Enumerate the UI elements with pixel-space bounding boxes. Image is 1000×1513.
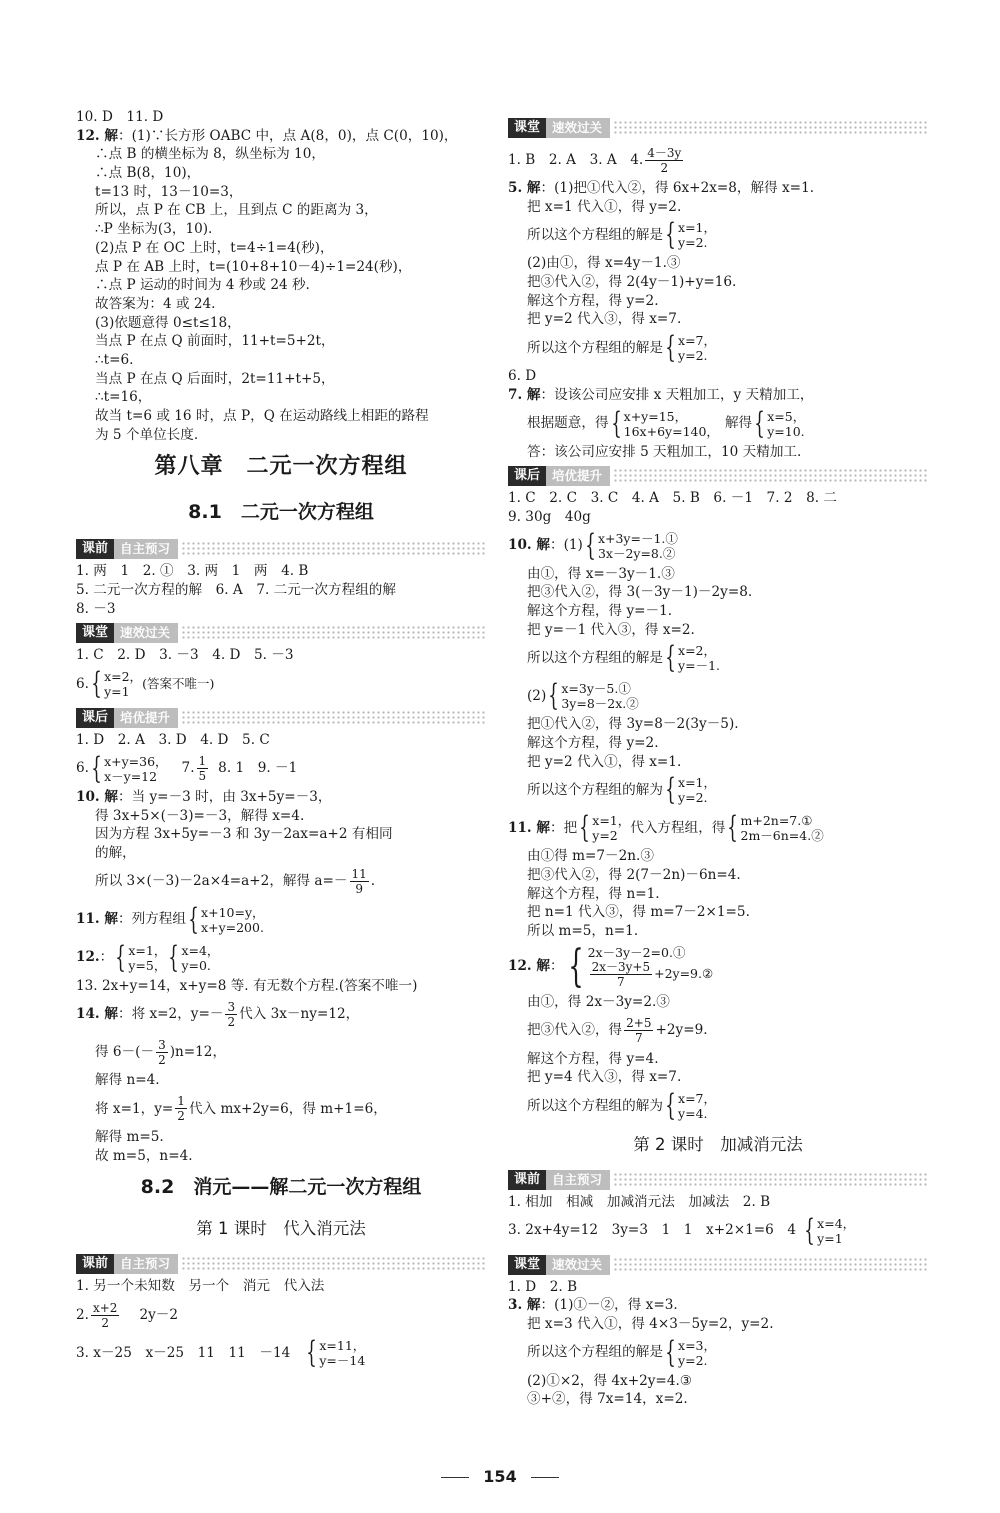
answer-line: 把①代入②，得 3y=8－2(3y－5). xyxy=(527,716,739,733)
equation-system: { x=7， y=2. xyxy=(665,330,717,366)
tag-key: 课堂 xyxy=(508,1255,546,1275)
answer-line xyxy=(508,179,928,198)
tag-key: 课堂 xyxy=(76,623,114,643)
tag-sub: 自主预习 xyxy=(114,539,178,559)
answer-text: 代入方程组，得 xyxy=(630,820,726,837)
answer-text: )n=12， xyxy=(169,1043,227,1060)
answer-line xyxy=(508,809,928,847)
equation-row: x+y=200. xyxy=(201,919,264,935)
answer-line xyxy=(76,1334,486,1372)
answer-line: 把 y=2 代入①，得 x=1. xyxy=(527,753,682,770)
answer-line: 故 m=5，n=4. xyxy=(95,1147,193,1164)
page-number-text: 154 xyxy=(483,1467,517,1486)
equation-row: x+y=36， xyxy=(104,753,168,769)
answer-line xyxy=(508,1212,928,1250)
answer-text: ：(1) xyxy=(549,537,583,554)
equation-row: x=1， xyxy=(678,775,717,791)
answer-label: 11. 解 xyxy=(508,820,550,837)
fraction xyxy=(197,754,209,783)
numerator: 2x－3y+5 xyxy=(591,959,651,974)
equation-row: x+3y=－1.① xyxy=(597,530,678,546)
answer-text: ：将 x=2，y=－ xyxy=(117,1005,224,1022)
answer-line: 所以 m=5，n=1. xyxy=(527,923,639,940)
answer-line xyxy=(508,1296,928,1315)
answer-line: t=13 时，13－10=3， xyxy=(95,183,243,200)
answer-line: 由①，得 x=－3y－1.③ xyxy=(527,565,675,582)
section-tag-in-class xyxy=(508,118,928,138)
answer-line: 答：该公司应安排 5 天粗加工，10 天精加工. xyxy=(527,443,802,460)
equation-row: x=4， xyxy=(181,942,220,958)
tag-sub: 速效过关 xyxy=(546,118,610,138)
lesson-title: 第 2 课时 加减消元法 xyxy=(633,1134,803,1154)
answer-text: ：列方程组 xyxy=(117,911,186,928)
denominator: 2 xyxy=(660,160,669,175)
left-column xyxy=(76,108,486,1372)
dot-pattern xyxy=(613,1257,928,1273)
answer-line: 1. C 2. C 3. C 4. A 5. B 6. －1 7. 2 8. 二 xyxy=(508,490,837,507)
tag-key: 课前 xyxy=(76,539,114,559)
answer-line: 解得 m=5. xyxy=(95,1128,164,1145)
answer-line: (3)依题意得 0≤t≤18， xyxy=(95,314,241,331)
equation-row: y=1 xyxy=(817,1230,843,1246)
equation-system: { x=2， y=1 xyxy=(91,666,143,702)
answer-line: 1. D 2. A 3. D 4. D 5. C xyxy=(76,732,270,749)
answer-line: 9. 30g 40g xyxy=(508,508,591,525)
equation-row: 3y=8－2x.② xyxy=(561,696,639,712)
answer-line: 解得 n=4. xyxy=(95,1072,160,1089)
numerator: 2+5 xyxy=(626,1016,652,1030)
tag-key: 课后 xyxy=(76,708,114,728)
tag-sub: 培优提升 xyxy=(114,708,178,728)
answer-text: 解得 xyxy=(724,415,753,432)
equation-row: m+2n=7.① xyxy=(740,813,813,829)
section-tag-in-class xyxy=(76,623,486,643)
section-tag-in-class xyxy=(508,1255,928,1275)
answer-label: 11. 解 xyxy=(76,911,118,928)
section-tag-pre-class xyxy=(508,1170,928,1190)
answer-line: ∴点 B(8，10)， xyxy=(95,165,201,182)
equation-row: y=2 xyxy=(592,828,618,844)
equation-row: x=3， xyxy=(678,1337,717,1353)
answer-text: ：(1)∵长方形 OABC 中，点 A(8，0)，点 C(0，10)， xyxy=(117,127,458,144)
tag-sub: 自主预习 xyxy=(114,1254,178,1274)
answer-label: 2. xyxy=(76,1306,89,1323)
equation-system: { x+3y=－1.① 3x－2y=8.② xyxy=(585,527,678,563)
equation-row: y=－1. xyxy=(678,658,720,674)
equation-system: { x=1， y=2. xyxy=(665,217,717,253)
fraction xyxy=(225,1000,237,1029)
answer-text: ：设该公司应安排 x 天粗加工，y 天精加工， xyxy=(540,386,814,403)
equation-row: y=2. xyxy=(678,790,708,806)
answer-label: 3. 解 xyxy=(508,1297,541,1314)
answer-text: 3. 2x+4y=12 3y=3 1 1 x+2×1=6 4 xyxy=(508,1222,797,1239)
answer-line: ③+②，得 7x=14，x=2. xyxy=(527,1391,688,1408)
answer-line: ∴点 P 运动的时间为 4 秒或 24 秒. xyxy=(95,277,310,294)
equation-row: y=0. xyxy=(181,957,211,973)
tag-key: 课前 xyxy=(508,1170,546,1190)
answer-line xyxy=(508,1334,928,1372)
equation-row: 2m－6n=4.② xyxy=(740,828,824,844)
equation-system: { x=1， y=2 xyxy=(579,810,631,846)
equation-row: x=2， xyxy=(104,669,143,685)
answer-text: 把③代入②，得 xyxy=(527,1022,623,1039)
answer-line xyxy=(76,863,486,901)
answer-line: 当点 P 在点 Q 前面时，11+t=5+2t， xyxy=(95,333,335,350)
answer-line: 1. C 2. D 3. －3 4. D 5. －3 xyxy=(76,647,294,664)
equation-system: { x+y=15， 16x+6y=140， xyxy=(610,405,719,441)
tag-key: 课堂 xyxy=(508,118,546,138)
equation-row: x+10=y， xyxy=(201,904,265,920)
equation-row: x=1， xyxy=(678,220,717,236)
equation-row: x=7， xyxy=(678,333,717,349)
answer-line: ∴P 坐标为(3，10). xyxy=(95,221,213,238)
denominator: 7 xyxy=(635,1031,643,1045)
equation-system: { x=7， y=4. xyxy=(665,1087,717,1123)
answer-text: +2y=9. xyxy=(655,1022,708,1039)
answer-line xyxy=(508,405,928,443)
answer-line: 5. 二元一次方程的解 6. A 7. 二元一次方程组的解 xyxy=(76,582,396,599)
answer-label: 7. 解 xyxy=(508,386,541,403)
section-tag-pre-class xyxy=(76,539,486,559)
answer-text: 3. x－25 x－25 11 11 －14 xyxy=(76,1344,291,1361)
equation-system: { x=4， y=0. xyxy=(168,939,220,975)
fraction xyxy=(590,960,653,989)
denominator: 7 xyxy=(617,974,625,989)
denominator: 5 xyxy=(198,769,207,784)
answer-line: 8. －3 xyxy=(76,600,116,617)
dot-pattern xyxy=(613,120,928,136)
answer-line xyxy=(76,901,486,939)
fraction xyxy=(175,1094,187,1123)
answer-line: 解这个方程，得 y=4. xyxy=(527,1050,659,1067)
answer-line: 把 x=3 代入①，得 4×3－5y=2，y=2. xyxy=(527,1315,774,1332)
tag-sub: 速效过关 xyxy=(114,623,178,643)
answer-line xyxy=(508,386,928,405)
answer-line xyxy=(76,750,486,788)
equation-row: y=－14 xyxy=(319,1353,366,1368)
equation-row xyxy=(588,960,714,989)
equation-system: { x+y=36， x－y=12 xyxy=(91,750,168,786)
answer-line: 为 5 个单位长度. xyxy=(95,426,199,443)
answer-line: 13. 2x+y=14，x+y=8 等. 有无数个方程.(答案不唯一) xyxy=(76,977,418,994)
answer-text: 根据题意，得 xyxy=(527,415,609,432)
answer-text: 代入 mx+2y=6，得 m+1=6， xyxy=(188,1100,387,1117)
answer-line: 12. ： { x=1， y=5， { x=4， y=0. xyxy=(76,939,220,975)
equation-row: y=10. xyxy=(767,423,805,439)
answer-line: 点 P 在 AB 上时，t=(10+8+10－4)÷1=24(秒)， xyxy=(95,258,412,275)
equation-system: { x=4， y=1 xyxy=(804,1212,856,1248)
answer-line xyxy=(508,677,928,715)
answer-line: 6. D xyxy=(508,368,537,385)
answer-text: 所以这个方程组的解为 xyxy=(527,1097,663,1114)
dot-pattern xyxy=(181,541,486,557)
section-tag-pre-class xyxy=(76,1254,486,1274)
equation-row: y=2. xyxy=(678,1352,708,1368)
fraction xyxy=(624,1016,653,1045)
answer-line: (2)①×2，得 4x+2y=4.③ xyxy=(527,1372,692,1389)
equation-row: x=1， xyxy=(592,813,631,829)
answer-line: 把 y=4 代入③，得 x=7. xyxy=(527,1069,682,1086)
equation-row: x=2， xyxy=(678,643,717,659)
answer-line: ∴点 B 的横坐标为 8，纵坐标为 10， xyxy=(95,146,325,163)
answer-text: 所以这个方程组的解为 xyxy=(527,782,663,799)
answer-text: . xyxy=(370,873,376,890)
dot-pattern xyxy=(181,1256,486,1272)
answer-line: 把③代入②，得 2(7－2n)－6n=4. xyxy=(527,867,741,884)
answer-text: 得 6－(－ xyxy=(95,1043,155,1060)
answer-line: 解这个方程，得 n=1. xyxy=(527,885,660,902)
section-title: 8.1 二元一次方程组 xyxy=(188,501,374,524)
answer-line xyxy=(76,1296,486,1334)
answer-line: 故答案为：4 或 24. xyxy=(95,295,216,312)
answer-line xyxy=(76,788,486,807)
dot-pattern xyxy=(613,1172,928,1188)
numerator: x+2 xyxy=(92,1300,118,1315)
fraction xyxy=(156,1038,168,1067)
answer-line xyxy=(508,1012,928,1050)
answer-text: (2) xyxy=(527,687,547,704)
answer-line: 当点 P 在点 Q 后面时，2t=11+t+5， xyxy=(95,370,335,387)
equation-row: y=5， xyxy=(128,957,167,973)
answer-line: 解这个方程，得 y=2. xyxy=(527,292,659,309)
denominator: 2 xyxy=(227,1014,236,1029)
answer-line: 解这个方程，得 y=2. xyxy=(527,735,659,751)
equation-row: x=3y－5.① xyxy=(561,681,631,697)
numerator: 11 xyxy=(351,867,367,882)
equation-row: y=2. xyxy=(678,348,708,364)
answer-line: ∴t=6. xyxy=(95,351,134,368)
equation-system: { x=2， y=－1. xyxy=(665,640,720,676)
dot-pattern xyxy=(613,468,928,484)
equation-system: { x+10=y， x+y=200. xyxy=(188,901,265,937)
answer-line: 把 x=1 代入①，得 y=2. xyxy=(527,198,682,215)
answer-line: (2)由①，得 x=4y－1.③ xyxy=(527,255,681,272)
answer-label: 12. xyxy=(76,949,100,966)
answer-text: ：把 xyxy=(549,820,578,837)
answer-text: 2y－2 xyxy=(139,1306,179,1323)
tag-sub: 自主预习 xyxy=(546,1170,610,1190)
answer-line xyxy=(76,127,486,146)
answer-line: 由①，得 2x－3y=2.③ xyxy=(527,993,670,1010)
tag-sub: 速效过关 xyxy=(546,1255,610,1275)
numerator: 1 xyxy=(198,754,207,769)
answer-line: 10. D 11. D xyxy=(76,109,164,125)
answer-line: 把 n=1 代入③，得 m=7－2×1=5. xyxy=(527,904,750,921)
answer-label: 7. xyxy=(181,760,195,777)
answer-line: 的解， xyxy=(95,844,136,861)
answer-text: 所以这个方程组的解是 xyxy=(527,649,663,666)
answer-text: ：当 y=－3 时，由 3x+5y=－3， xyxy=(117,788,332,805)
equation-system: { x=3， y=2. xyxy=(665,1334,717,1370)
equation-row: y=4. xyxy=(678,1105,708,1121)
answer-line: 1. 两 1 2. ① 3. 两 1 两 4. B xyxy=(76,563,309,580)
right-column xyxy=(508,118,928,1409)
equation-row: x+y=15， xyxy=(623,408,688,424)
equation-row: x=11， xyxy=(319,1338,366,1353)
chapter-title: 第八章 二元一次方程组 xyxy=(154,454,408,480)
answer-text: +2y=9.② xyxy=(654,965,714,981)
answer-line xyxy=(76,995,486,1033)
equation-row: 16x+6y=140， xyxy=(623,423,719,439)
answer-text: 代入 3x－ny=12， xyxy=(239,1005,360,1022)
answer-line xyxy=(76,1033,486,1071)
equation-system: { x=1， y=2. xyxy=(665,772,717,808)
equation-row: 3x－2y=8.② xyxy=(597,545,676,561)
lesson-title: 第 1 课时 代入消元法 xyxy=(196,1219,366,1239)
answer-text: 所以这个方程组的解是 xyxy=(527,339,663,356)
tag-sub: 培优提升 xyxy=(546,466,610,486)
numerator: 1 xyxy=(177,1094,185,1109)
tag-key: 课前 xyxy=(76,1254,114,1274)
answer-text: 1. B 2. A 3. A 4. xyxy=(508,151,644,168)
answer-line: 故当 t=6 或 16 时，点 P，Q 在运动路线上相距的路程 xyxy=(95,408,429,424)
answer-line: 解这个方程，得 y=－1. xyxy=(527,602,673,619)
equation-system: { m+2n=7.① 2m－6n=4.② xyxy=(727,810,824,846)
equation-row: y=2. xyxy=(678,235,708,251)
equation-row: x=1， xyxy=(128,942,167,958)
equation-system: { x=11， y=－14 xyxy=(306,1335,366,1370)
answer-text: 将 x=1，y= xyxy=(95,1100,174,1117)
equation-row: x=5， xyxy=(767,408,806,424)
answer-line xyxy=(508,771,928,809)
numerator: 4－3y xyxy=(647,145,682,160)
answer-line: 因为方程 3x+5y=－3 和 3y－2ax=a+2 有相同 xyxy=(95,826,393,843)
answer-line: 由①得 m=7－2n.③ xyxy=(527,848,654,865)
answer-line xyxy=(76,665,486,703)
answer-label: 5. 解 xyxy=(508,180,541,196)
section-title: 8.2 消元——解二元一次方程组 xyxy=(140,1176,422,1199)
answer-label: 6. xyxy=(76,675,89,692)
answer-text: ：(1)①－②，得 x=3. xyxy=(540,1297,678,1314)
answer-line: 1. D 2. B xyxy=(508,1278,578,1295)
denominator: 2 xyxy=(158,1052,166,1067)
fraction xyxy=(645,146,683,175)
answer-line: 12. 解 ： { 2x－3y－2=0.① $\frac{2x-3y+5}{7}$ +2y=9.② xyxy=(508,940,714,992)
answer-label: 10. 解 xyxy=(76,788,118,805)
equation-row: x－y=12 xyxy=(104,768,158,784)
answer-line xyxy=(508,527,928,565)
answer-text: 所以这个方程组的解是 xyxy=(527,227,663,244)
answer-line: 所以，点 P 在 CB 上，且到点 C 的距离为 3， xyxy=(95,202,378,219)
answer-line: 1. 另一个未知数 另一个 消元 代入法 xyxy=(76,1278,325,1295)
numerator: 3 xyxy=(227,999,236,1014)
answer-line xyxy=(508,216,928,254)
answer-label: 6. xyxy=(76,760,89,777)
answer-line xyxy=(508,639,928,677)
answer-label: 12. 解 xyxy=(76,127,118,144)
answer-line xyxy=(508,141,928,179)
equation-system: { x=1， y=5， xyxy=(115,939,167,975)
answer-text: 8. 1 9. －1 xyxy=(218,760,298,777)
section-tag-after-class xyxy=(508,466,928,486)
answer-note: (答案不唯一) xyxy=(142,675,215,691)
equation-row: x=4， xyxy=(817,1215,856,1231)
denominator: 2 xyxy=(101,1315,110,1330)
answer-line: 得 3x+5×(－3)=－3，解得 x=4. xyxy=(95,807,305,824)
answer-line: 1. 相加 相减 加减消元法 加减法 2. B xyxy=(508,1193,771,1210)
answer-label: 12. 解 xyxy=(508,958,550,975)
denominator: 2 xyxy=(177,1109,185,1124)
equation-system: { x=5， y=10. xyxy=(754,405,806,441)
dot-pattern xyxy=(181,625,486,641)
answer-text: 所以 3×(－3)－2a×4=a+2，解得 a=－ xyxy=(95,873,348,890)
answer-line: 把 y=2 代入③，得 x=7. xyxy=(527,311,682,328)
equation-system: { x=3y－5.① 3y=8－2x.② xyxy=(548,678,639,714)
answer-line xyxy=(508,329,928,367)
answer-line: (2)点 P 在 OC 上时，t=4÷1=4(秒)， xyxy=(95,239,334,256)
fraction xyxy=(91,1301,119,1330)
equation-row: y=1 xyxy=(104,684,130,700)
denominator: 9 xyxy=(355,882,363,897)
numerator: 3 xyxy=(158,1037,166,1052)
dot-pattern xyxy=(181,710,486,726)
fraction xyxy=(350,867,369,896)
answer-label: 14. 解 xyxy=(76,1005,118,1022)
tag-key: 课后 xyxy=(508,466,546,486)
equation-system: { 2x－3y－2=0.① $\frac{2x-3y+5}{7}$ +2y=9.② xyxy=(567,940,714,992)
answer-text: ：(1)把①代入②，得 6x+2x=8，解得 x=1. xyxy=(540,180,815,196)
section-tag-after-class xyxy=(76,708,486,728)
answer-line: ∴t=16， xyxy=(95,389,152,406)
answer-label: 10. 解 xyxy=(508,537,550,554)
answer-text: 所以这个方程组的解是 xyxy=(527,1344,663,1361)
answer-line: 把③代入②，得 3(－3y－1)－2y=8. xyxy=(527,584,753,601)
answer-line xyxy=(76,1090,486,1128)
answer-line xyxy=(508,1087,928,1125)
equation-row: 2x－3y－2=0.① xyxy=(587,944,686,960)
answer-line: 把 y=－1 代入③，得 x=2. xyxy=(527,621,695,638)
answer-line: 把③代入②，得 2(4y－1)+y=16. xyxy=(527,274,737,291)
page-number xyxy=(0,1467,1000,1486)
equation-row: x=7， xyxy=(678,1090,717,1106)
